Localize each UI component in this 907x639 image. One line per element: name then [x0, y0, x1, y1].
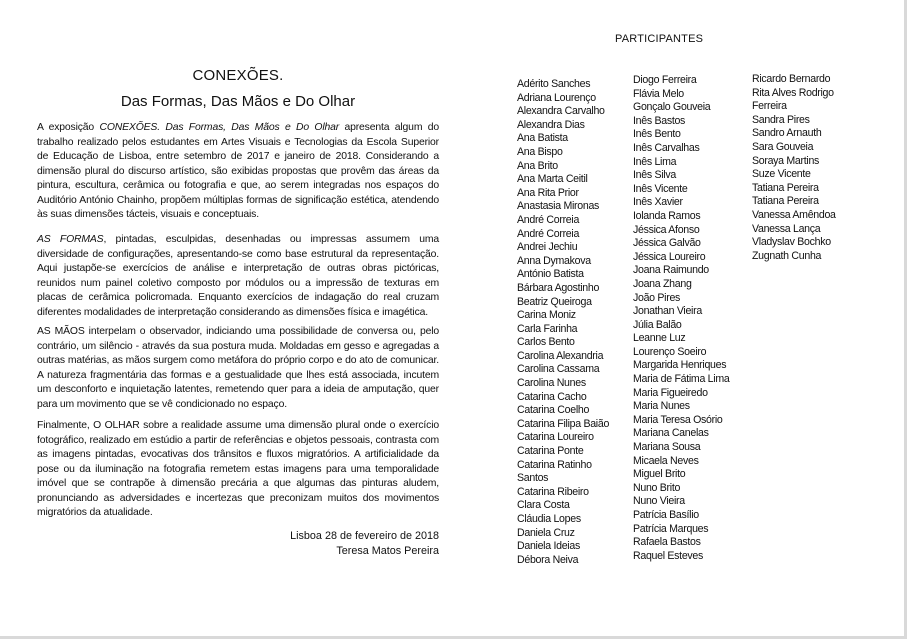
participant-name: Catarina Ponte [517, 445, 584, 458]
participant-name: Micaela Neves [633, 454, 699, 467]
participant-name: Ana Batista [517, 132, 568, 145]
intro-lead: A exposição [37, 122, 100, 133]
participant-name: Carlos Bento [517, 336, 575, 349]
participant-name: Jéssica Afonso [633, 223, 700, 236]
participant-name: Inês Lima [633, 155, 677, 168]
participant-name: Sandra Pires [752, 113, 810, 126]
participant-name: Margarida Henriques [633, 359, 727, 372]
participant-name: Suze Vicente [752, 168, 811, 181]
participant-name: Ana Marta Ceitil [517, 173, 588, 186]
participant-name: Clara Costa [517, 499, 570, 512]
participant-name: Miguel Brito [633, 468, 686, 481]
participant-name: Inês Bastos [633, 114, 686, 127]
formas-body: , pintadas, esculpidas, desenhadas ou impressas assumem uma diversidade de configurações, apresentando-se como base estrutural da representação. Aqui justapõe-se exercícios de análise e interpretação de outras obras pictóricas, reunidos num painel coletivo composto por módulos ou a impressão de texturas em placas de cerâmica policromada. Enquanto exercícios de indagação do real cruzam diferentes modalidades de interpretação considerando as dimensões física e imagética. [37, 234, 439, 318]
participant-name: Iolanda Ramos [633, 209, 701, 222]
participant-name: Raquel Esteves [633, 549, 703, 562]
participant-name: Daniela Ideias [517, 540, 580, 553]
participant-name: Jéssica Galvão [633, 237, 701, 250]
participant-name: Júlia Balão [633, 318, 682, 331]
participant-name: Nuno Brito [633, 481, 681, 494]
participant-name: Lourenço Soeiro [633, 345, 707, 358]
participant-name: Zugnath Cunha [752, 249, 822, 262]
participant-name: Vanessa Amêndoa [752, 208, 836, 221]
maos-paragraph: AS MÃOS interpelam o observador, indiciando uma possibilidade de conversa ou, pelo contrário, um silêncio - através da sua postura muda. Moldadas em gesso e agregadas a outras matérias, as mãos surgem como metáfora do próprio corpo e do ato de comunicar. A natureza fragmentária das formas e a gestualidade que lhes está associada, incutem um desconforto e inquietação latentes, remetendo quer para a ideia de amputação, quer para um movimento que se vê condicionado no espaço. [37, 326, 439, 410]
intro-body: apresenta algum do trabalho realizado pelos estudantes em Artes Visuais e Tecnologias da Escola Superior de Educação de Lisboa, entre setembro de 2017 e janeiro de 2018. Considerando a dimensão plural do discurso artístico, são exibidas propostas que provêm das áreas da pintura, escultura, cerâmica ou fotografia e que, ao serem integradas nos espaços do Auditório António Chainho, propõem múltiplas formas de significação estética, atendendo às suas dimensões tácteis, visuais e conceptuais. [37, 122, 439, 220]
participant-name: Ana Bispo [517, 145, 563, 158]
participant-name: Catarina Loureiro [517, 431, 594, 444]
participant-name: Inês Vicente [633, 182, 688, 195]
participant-name: Flávia Melo [633, 87, 684, 100]
participant-name: Carolina Nunes [517, 377, 586, 390]
participant-name: Ricardo Bernardo [752, 73, 831, 85]
participant-name: Mariana Canelas [633, 427, 709, 440]
participant-name: Anastasia Mironas [517, 200, 600, 213]
participant-name: Inês Xavier [633, 196, 683, 209]
participant-name: Catarina Cacho [517, 390, 587, 403]
participant-name: Diogo Ferreira [633, 74, 697, 86]
participant-name: Maria de Fátima Lima [633, 373, 730, 386]
participant-name: Alexandra Carvalho [517, 105, 605, 118]
exhibition-title-italic: CONEXÕES. Das Formas, Das Mãos e Do Olhar [99, 122, 340, 133]
participant-name: Vladyslav Bochko [752, 236, 831, 249]
participant-name: Sandro Arnauth [752, 127, 822, 140]
participant-name: Beatriz Queiroga [517, 295, 592, 308]
participant-name: Ana Brito [517, 159, 558, 172]
participant-name: Jéssica Loureiro [633, 250, 706, 263]
participant-name: Andrei Jechiu [517, 241, 578, 254]
document-title: CONEXÕES. [192, 67, 284, 84]
participant-name: Rita Alves Rodrigo [752, 86, 834, 99]
participant-name: André Correia [517, 227, 580, 240]
participant-name: Joana Raimundo [633, 264, 709, 277]
participant-name: Mariana Sousa [633, 441, 701, 454]
participant-name: Alexandra Dias [517, 118, 585, 131]
participant-name: Inês Bento [633, 128, 681, 141]
formas-lead: AS FORMAS [37, 234, 104, 245]
participant-name: Carolina Cassama [517, 363, 600, 376]
participant-name: Catarina Ratinho [517, 458, 592, 471]
participant-name: Maria Nunes [633, 400, 690, 413]
participant-name: Catarina Ribeiro [517, 485, 589, 498]
participants-heading: PARTICIPANTES [615, 33, 704, 45]
participant-name: João Pires [633, 291, 681, 304]
participant-name: Débora Neiva [517, 553, 579, 566]
intro-paragraph [37, 121, 439, 223]
participant-name: Tatiana Pereira [752, 195, 819, 208]
participant-name: Anna Dymakova [517, 254, 591, 267]
participant-name: Jonathan Vieira [633, 305, 702, 318]
participant-name: Ferreira [752, 100, 787, 113]
participant-name: Santos [517, 472, 549, 485]
participants-column-1 [517, 78, 609, 567]
participant-name: Inês Silva [633, 169, 676, 182]
signature-date: Lisboa 28 de fevereiro de 2018 [290, 530, 439, 542]
participant-name: Adriana Lourenço [517, 91, 596, 104]
participant-name: Joana Zhang [633, 277, 692, 290]
participant-name: Catarina Filipa Baião [517, 417, 610, 430]
participant-name: Tatiana Pereira [752, 181, 819, 194]
participant-name: Leanne Luz [633, 332, 686, 345]
participant-name: António Batista [517, 268, 584, 281]
participant-name: Carolina Alexandria [517, 349, 604, 362]
participant-name: Carina Moniz [517, 309, 576, 322]
participant-name: André Correia [517, 213, 580, 226]
participant-name: Maria Teresa Osório [633, 413, 723, 426]
participant-name: Rafaela Bastos [633, 536, 701, 549]
participant-name: Soraya Martins [752, 154, 820, 167]
participant-name: Inês Carvalhas [633, 141, 700, 154]
participants-column-3 [752, 73, 836, 263]
participant-name: Sara Gouveia [752, 140, 814, 153]
participant-name: Nuno Vieira [633, 495, 685, 508]
participant-name: Daniela Cruz [517, 526, 575, 539]
participant-name: Maria Figueiredo [633, 386, 708, 399]
participant-name: Adérito Sanches [517, 78, 591, 90]
participant-name: Bárbara Agostinho [517, 281, 600, 294]
participant-name: Patrícia Marques [633, 522, 709, 535]
participant-name: Ana Rita Prior [517, 186, 579, 199]
signature-author: Teresa Matos Pereira [336, 545, 439, 557]
participant-name: Cláudia Lopes [517, 513, 581, 525]
participant-name: Gonçalo Gouveia [633, 101, 711, 114]
participant-name: Catarina Coelho [517, 404, 590, 417]
participant-name: Vanessa Lança [752, 222, 821, 235]
olhar-paragraph: Finalmente, O OLHAR sobre a realidade assume uma dimensão plural onde o exercício fotográfico, realizado em estúdio a partir de referências e objetos pessoais, contrasta com as imagens pintadas, evocativas dos trânsitos e fluxos migratórios. A artificialidade da pose ou da iluminação na fotografia remetem estas imagens para uma temporalidade imóvel que se contrapõe à dimensão precária a que algumas das pinturas aludem, pronunciando as adversidades e incertezas que preconizam muitos dos movimentos migratórios da atualidade. [37, 420, 439, 518]
participant-name: Carla Farinha [517, 322, 578, 335]
formas-paragraph [37, 233, 439, 320]
document-subtitle: Das Formas, Das Mãos e Do Olhar [120, 93, 356, 110]
participants-column-2 [633, 74, 729, 563]
participant-name: Patrícia Basílio [633, 509, 699, 521]
